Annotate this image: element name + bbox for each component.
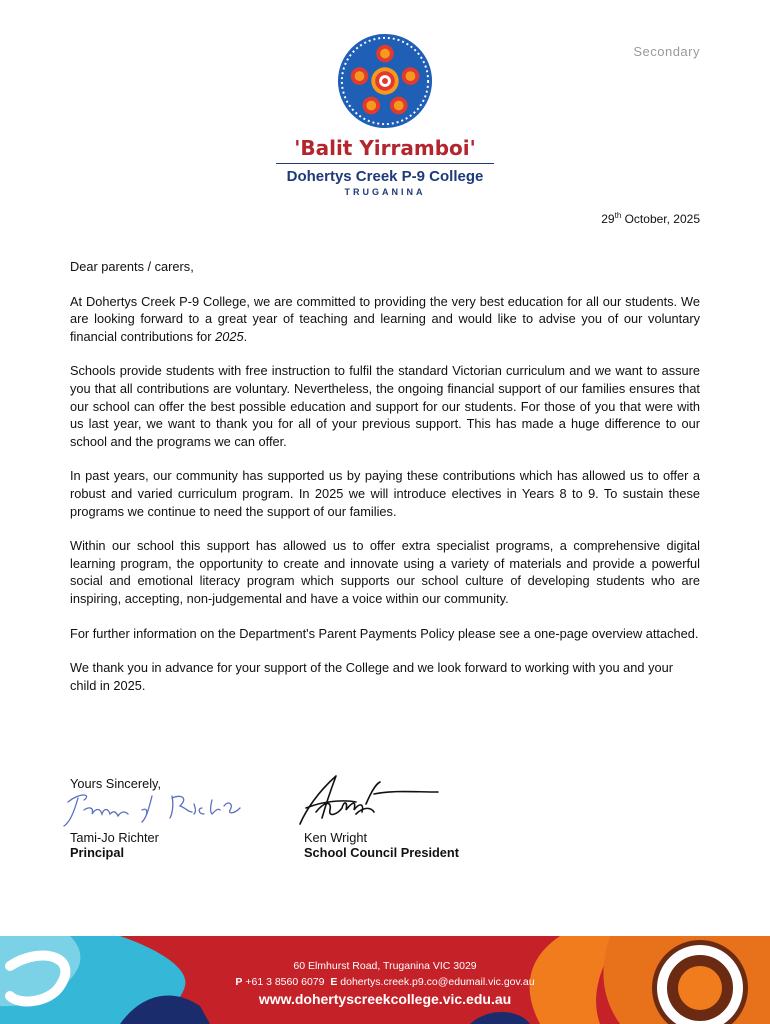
president-signature [296, 770, 446, 834]
signatory-principal [70, 830, 159, 860]
paragraph-free-instruction: Schools provide students with free instruction to fulfil the standard Victorian curriculum and we want to assure you that all contributions are voluntary. Nevertheless, the ongoing financial support of our families ensures that our school can offer the best possible education and support for our students. For those of you that were with us last year, we want to thank you for all of your previous support. This has made a huge difference to our school and the programs we can offer. [70, 363, 700, 449]
footer-email[interactable]: dohertys.creek.p9.co@edumail.vic.gov.au [340, 976, 535, 988]
signatory-name: Ken Wright [304, 830, 368, 845]
signatory-name: Tami-Jo Richter [70, 830, 159, 845]
signatory-role: Principal [70, 845, 125, 860]
footer-contact [0, 958, 770, 1007]
footer-phone-email: P +61 3 8560 6079 E dohertys.creek.p9.co@edumail.vic.gov.au [235, 976, 535, 988]
letter-date: 29th October, 2025 [601, 211, 700, 226]
letterhead-footer [0, 936, 770, 1024]
letter-body [70, 258, 700, 711]
footer-address: 60 Elmhurst Road, Truganina VIC 3029 [293, 960, 477, 972]
paragraph-thanks: We thank you in advance for your support of the College and we look forward to working with you and your child in 2025. [70, 660, 673, 693]
paragraph-past-years: In past years, our community has supported us by paying these contributions which has allowed us to offer a robust and varied curriculum program. In 2025 we will introduce electives in Years 8 to 9. To sustain these programs we continue to need the support of our families. [70, 468, 700, 519]
paragraph-specialist-programs: Within our school this support has allowed us to offer extra specialist programs, a comprehensive digital learning program, the opportunity to create and innovate using a variety of materials and provide a powerful social and emotional literacy program which supports our school culture of developing students who are inspiring, accepting, non-judgemental and have a voice within our community. [70, 538, 700, 606]
signatory-president [304, 830, 459, 860]
signature-block [70, 776, 700, 860]
school-emblem-icon [336, 32, 434, 130]
paragraph-further-info: For further information on the Department's Parent Payments Policy please see a one-page overview attached. [70, 625, 699, 641]
footer-phone[interactable]: +61 3 8560 6079 [245, 976, 325, 988]
closing: Yours Sincerely, [70, 776, 162, 791]
school-name: Dohertys Creek P-9 College [286, 168, 484, 185]
classification-label: Secondary [633, 44, 700, 59]
signatory-role: School Council President [304, 845, 460, 860]
paragraph-intro: At Dohertys Creek P-9 College, we are committed to providing the very best education for all our students. We are looking forward to a great year of teaching and learning and would like to advise you of our voluntary financial contributions for 2025. [70, 293, 700, 344]
school-motto: 'Balit Yirramboi' [294, 136, 476, 160]
principal-signature [62, 788, 252, 832]
logo-divider [276, 163, 494, 164]
salutation: Dear parents / carers, [70, 259, 194, 274]
school-suburb: TRUGANINA [344, 187, 426, 197]
school-logo [0, 32, 770, 197]
footer-website-link[interactable]: www.dohertyscreekcollege.vic.edu.au [258, 991, 512, 1007]
